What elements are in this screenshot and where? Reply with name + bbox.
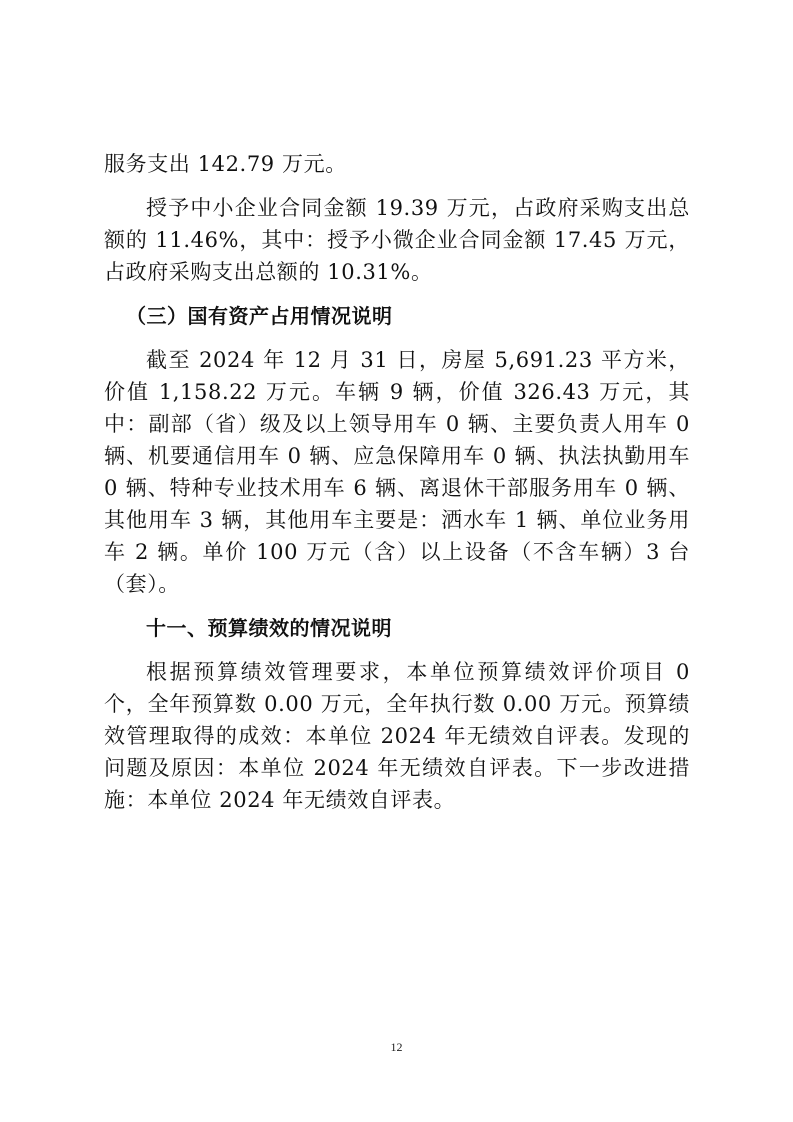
page-number: 12 [390,1040,403,1054]
heading-budget-performance: 十一、预算绩效的情况说明 [146,616,392,640]
heading-state-assets: （三）国有资产占用情况说明 [126,304,393,328]
paragraph-budget-performance: 根据预算绩效管理要求，本单位预算绩效评价项目 0 个，全年预算数 0.00 万元，全年执行数 0.00 万元。预算绩效管理取得的成效：本单位 2024 年无绩效自评表。发现的问题及原因：本单位 2024 年无绩效自评表。下一步改进措施：本单位 2024 年无绩效自评表。 [104,660,690,812]
paragraph-service-expense: 服务支出 142.79 万元。 [104,152,347,176]
paragraph-state-assets: 截至 2024 年 12 月 31 日，房屋 5,691.23 平方米，价值 1,158.22 万元。车辆 9 辆，价值 326.43 万元，其中：副部（省）级及以上领导用车 0 辆、主要负责人用车 0 辆、机要通信用车 0 辆、应急保障用车 0 辆、执法执勤用车 0 辆、特种专业技术用车 6 辆、离退休干部服务用车 0 辆、其他用车 3 辆，其他用车主要是：洒水车 1 辆、单位业务用车 2 辆。单价 100 万元（含）以上设备（不含车辆）3 台（套）。 [104,348,690,596]
paragraph-sme-contracts: 授予中小企业合同金额 19.39 万元，占政府采购支出总额的 11.46%，其中：授予小微企业合同金额 17.45 万元，占政府采购支出总额的 10.31%。 [104,196,690,284]
document-body [104,148,690,816]
